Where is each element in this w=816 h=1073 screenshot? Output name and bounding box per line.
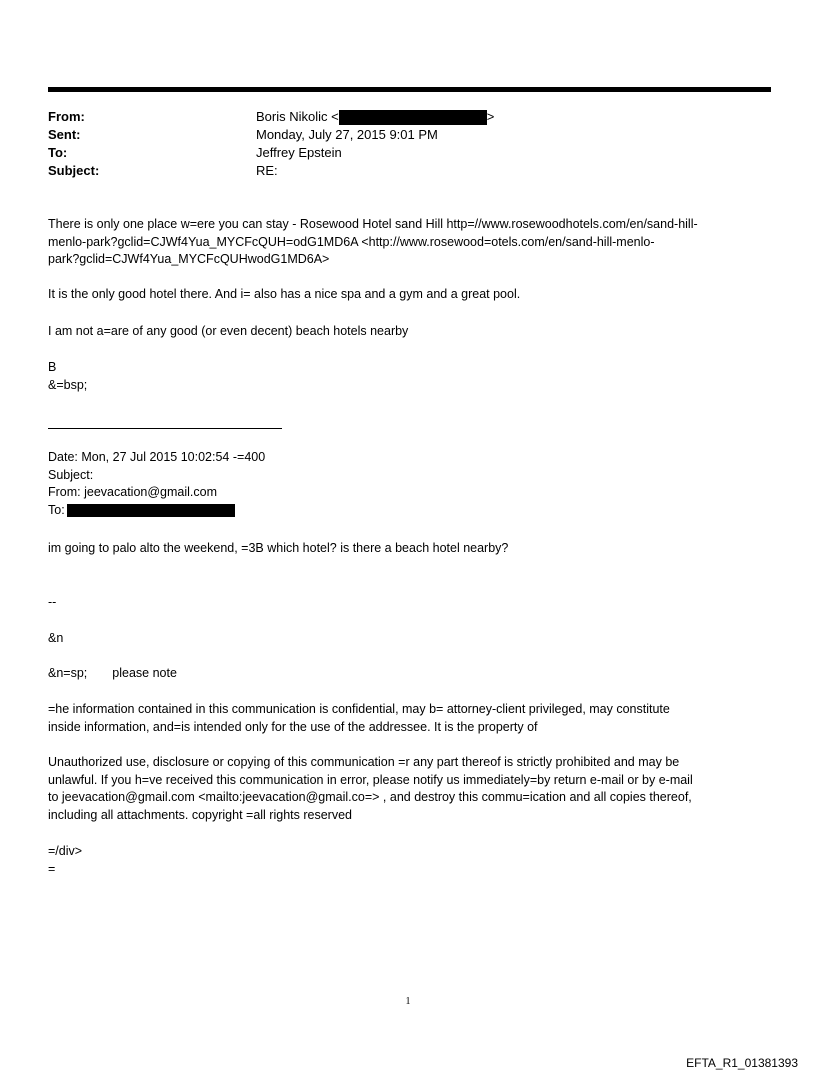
- original-date: Date: Mon, 27 Jul 2015 10:02:54 -=400: [48, 450, 266, 464]
- page-number: 1: [405, 996, 411, 1007]
- notice-line: unlawful. If you h=ve received this communication in error, please notify us immediately=by return e-mail or by e-mail: [48, 772, 693, 787]
- signature: [48, 359, 768, 394]
- from-label: From:: [48, 109, 85, 124]
- quote-separator: [48, 428, 282, 429]
- from-value: Boris Nikolic < >: [256, 109, 495, 124]
- reply-paragraph-3: I am not a=are of any good (or even decent) beach hotels nearby: [48, 324, 409, 338]
- original-subject: Subject:: [48, 467, 94, 482]
- original-message: im going to palo alto the weekend, =3B which hotel? is there a beach hotel nearby?: [48, 541, 509, 555]
- note-prefix: &n=sp;: [48, 666, 88, 680]
- sent-label: Sent:: [48, 127, 81, 142]
- to-value: Jeffrey Epstein: [256, 145, 342, 160]
- confidentiality-notice: [48, 701, 768, 736]
- to-label: To:: [48, 145, 68, 160]
- signature-artifact: &=bsp;: [48, 377, 88, 392]
- reply-paragraph-1: [48, 216, 768, 269]
- artifact-div: =/div>: [48, 844, 83, 858]
- original-header: [48, 449, 768, 519]
- unauthorized-notice: [48, 754, 768, 824]
- original-from: From: jeevacation@gmail.com: [48, 485, 217, 499]
- original-to: To:: [48, 502, 768, 520]
- sent-value: Monday, July 27, 2015 9:01 PM: [256, 127, 438, 142]
- reply-paragraph-2: It is the only good hotel there. And i= also has a nice spa and a gym and a great pool.: [48, 287, 521, 301]
- artifact-amp-n: &n: [48, 631, 64, 645]
- signature-initial: B: [48, 360, 57, 374]
- bates-number: EFTA_R1_01381393: [686, 1056, 798, 1070]
- subject-value: RE:: [256, 163, 278, 178]
- notice-line: including all attachments. copyright =all rights reserved: [48, 807, 352, 822]
- dashes: --: [48, 595, 57, 609]
- please-note: [48, 665, 768, 683]
- notice-line: to jeevacation@gmail.com <mailto:jeevacation@gmail.co=> , and destroy this commu=ication and all copies thereof,: [48, 790, 692, 804]
- subject-label: Subject:: [48, 163, 100, 178]
- notice-line: Unauthorized use, disclosure or copying of this communication =r any part thereof is strictly prohibited and may be: [48, 755, 680, 769]
- trailing-artifacts: [48, 843, 768, 878]
- notice-line: inside information, and=is intended only for the use of the addressee. It is the property of: [48, 719, 538, 734]
- note-text: please note: [112, 666, 177, 680]
- reply-line: There is only one place w=ere you can stay - Rosewood Hotel sand Hill http=//www.rosewoodhotels.com/en/sand-hill-: [48, 217, 698, 231]
- redaction-block: [67, 504, 235, 517]
- redaction-block: [339, 110, 487, 125]
- notice-line: =he information contained in this communication is confidential, may b= attorney-client privileged, may constitute: [48, 702, 670, 716]
- reply-line: park?gclid=CJWf4Yua_MYCFcQUHwodG1MD6A>: [48, 252, 330, 266]
- reply-line: menlo-park?gclid=CJWf4Yua_MYCFcQUH=odG1MD6A <http://www.rosewood=otels.com/en/sand-hill-menlo-: [48, 234, 655, 249]
- header-rule: [48, 87, 771, 92]
- artifact-equals: =: [48, 861, 56, 876]
